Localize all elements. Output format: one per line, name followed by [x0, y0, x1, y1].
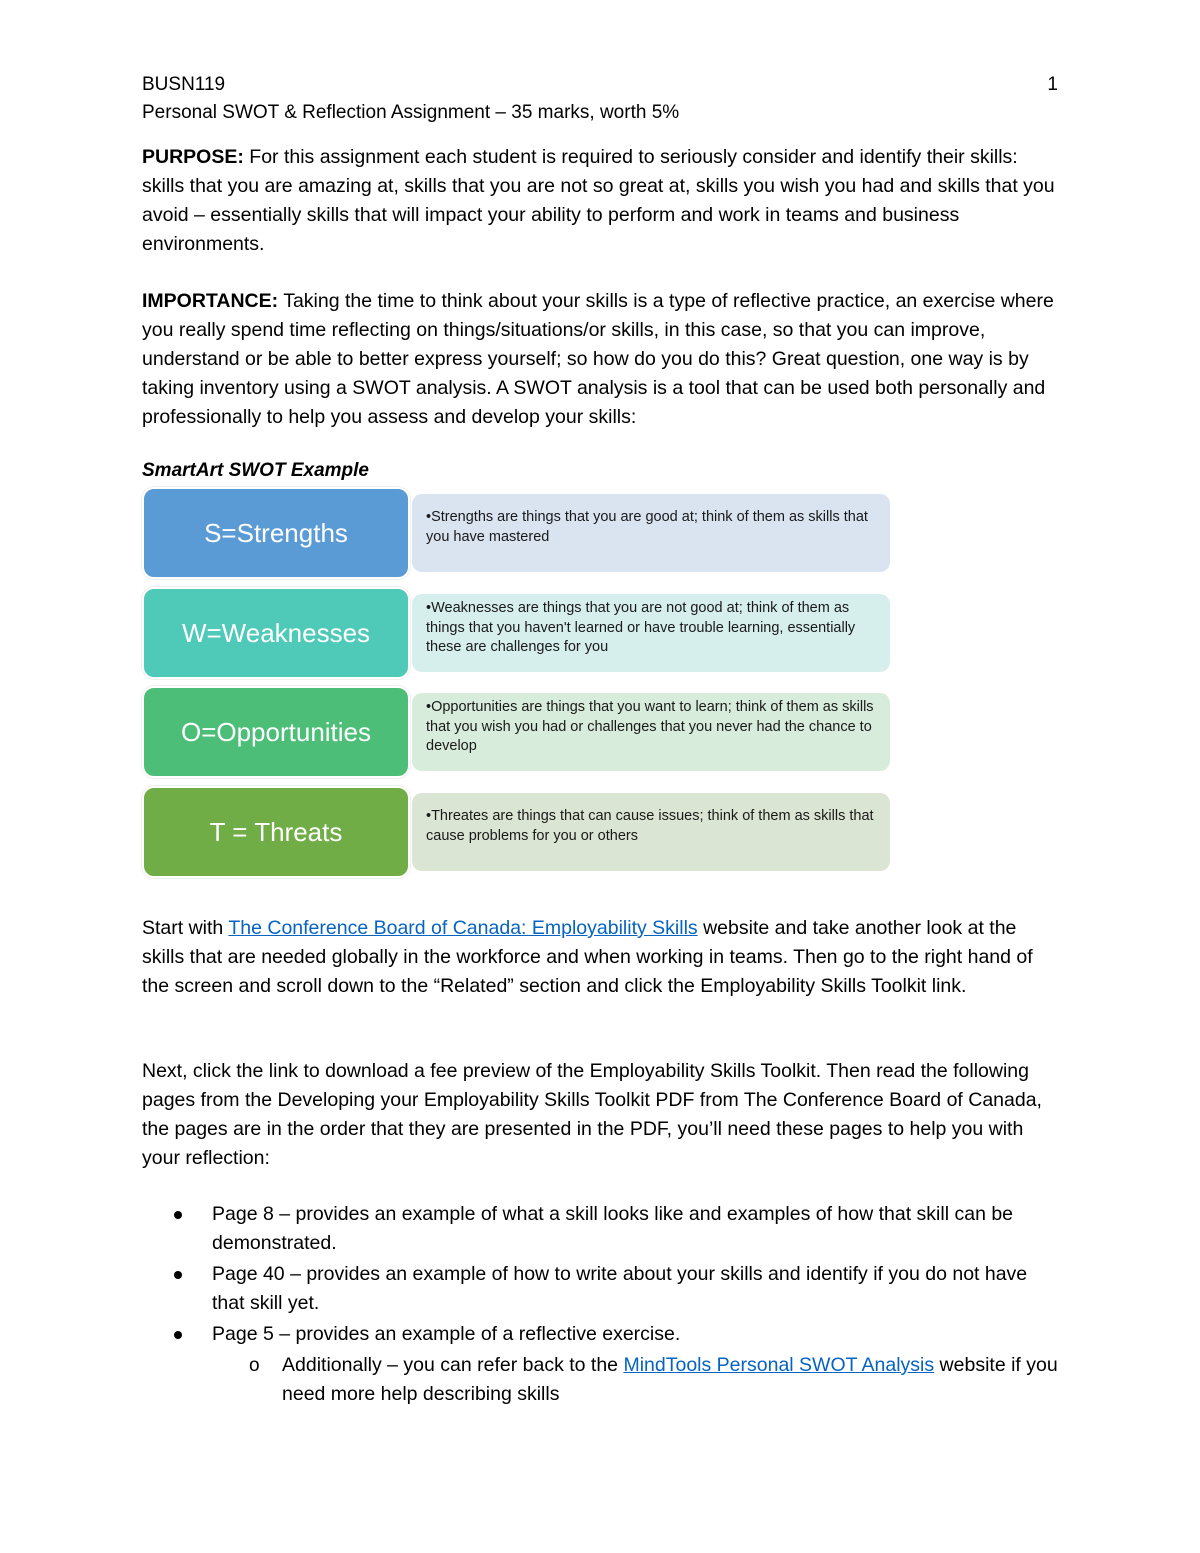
pages-list: [142, 1200, 1062, 1409]
start-paragraph: [142, 914, 1062, 1001]
purpose-label: PURPOSE:: [142, 146, 244, 168]
swot-row-weaknesses: [142, 587, 892, 679]
importance-paragraph: [142, 287, 1062, 432]
swot-row-threats: [142, 786, 892, 878]
course-code: BUSN119: [142, 74, 226, 95]
page-number: 1: [1047, 74, 1058, 95]
swot-key-threats: T = Threats: [142, 786, 410, 878]
swot-diagram: [142, 487, 892, 879]
list-item: Page 5 – provides an example of a reflective exercise.: [142, 1320, 1062, 1349]
swot-key-strengths: S=Strengths: [142, 487, 410, 579]
list-item: Page 40 – provides an example of how to write about your skills and identify if you do not have that skill yet.: [142, 1260, 1062, 1318]
additional-pre: Additionally – you can refer back to the: [282, 1354, 624, 1376]
start-pre: Start with: [142, 917, 229, 939]
purpose-text: For this assignment each student is required to seriously consider and identify their skills: skills that you are amazing at, skills that you are not so great at, skills you wish you had and skills that you avoid – essentially skills that will impact your ability to perform and work in teams and business environments.: [142, 146, 1055, 255]
sub-list-item: [142, 1351, 1062, 1409]
swot-example-title: SmartArt SWOT Example: [142, 460, 369, 481]
list-item: Page 8 – provides an example of what a skill looks like and examples of how that skill can be demonstrated.: [142, 1200, 1062, 1258]
swot-desc-threats: •Threates are things that can cause issues; think of them as skills that cause problems for you or others: [412, 793, 890, 871]
swot-row-opportunities: [142, 686, 892, 778]
mindtools-link[interactable]: MindTools Personal SWOT Analysis: [623, 1354, 935, 1376]
swot-desc-weaknesses: •Weaknesses are things that you are not good at; think of them as things that you haven't learned or have trouble learning, essentially these are challenges for you: [412, 594, 890, 672]
conference-board-link[interactable]: The Conference Board of Canada: Employability Skills: [228, 917, 698, 939]
bullet-icon: [174, 1271, 182, 1279]
swot-key-weaknesses: W=Weaknesses: [142, 587, 410, 679]
additional-post: website if you need more help describing skills: [282, 1354, 1058, 1405]
importance-label: IMPORTANCE:: [142, 290, 279, 312]
bullet-icon: [174, 1331, 182, 1339]
swot-desc-strengths: •Strengths are things that you are good at; think of them as skills that you have mastered: [412, 494, 890, 572]
swot-desc-opportunities: •Opportunities are things that you want to learn; think of them as skills that you wish you had or challenges that you never had the chance to develop: [412, 693, 890, 771]
importance-text: Taking the time to think about your skills is a type of reflective practice, an exercise where you really spend time reflecting on things/situations/or skills, in this case, so that you can improve, understand or be able to better express yourself; so how do you do this? Great question, one way is by taking inventory using a SWOT analysis. A SWOT analysis is a tool that can be used both personally and professionally to help you assess and develop your skills:: [142, 290, 1054, 428]
swot-row-strengths: [142, 487, 892, 579]
bullet-icon: [174, 1211, 182, 1219]
swot-key-opportunities: O=Opportunities: [142, 686, 410, 778]
assignment-title: Personal SWOT & Reflection Assignment – 35 marks, worth 5%: [142, 102, 680, 123]
purpose-paragraph: [142, 143, 1062, 259]
start-post: website and take another look at the skills that are needed globally in the workforce and when working in teams. Then go to the right hand of the screen and scroll down to the “Related” section and click the Employability Skills Toolkit link.: [142, 917, 1033, 997]
next-paragraph: Next, click the link to download a fee preview of the Employability Skills Toolkit. Then read the following pages from the Developing your Employability Skills Toolkit PDF from The Conference Board of Canada, the pages are in the order that they are presented in the PDF, you’ll need these pages to help you with your reflection:: [142, 1060, 1042, 1169]
sub-bullet-icon: o: [249, 1355, 260, 1376]
